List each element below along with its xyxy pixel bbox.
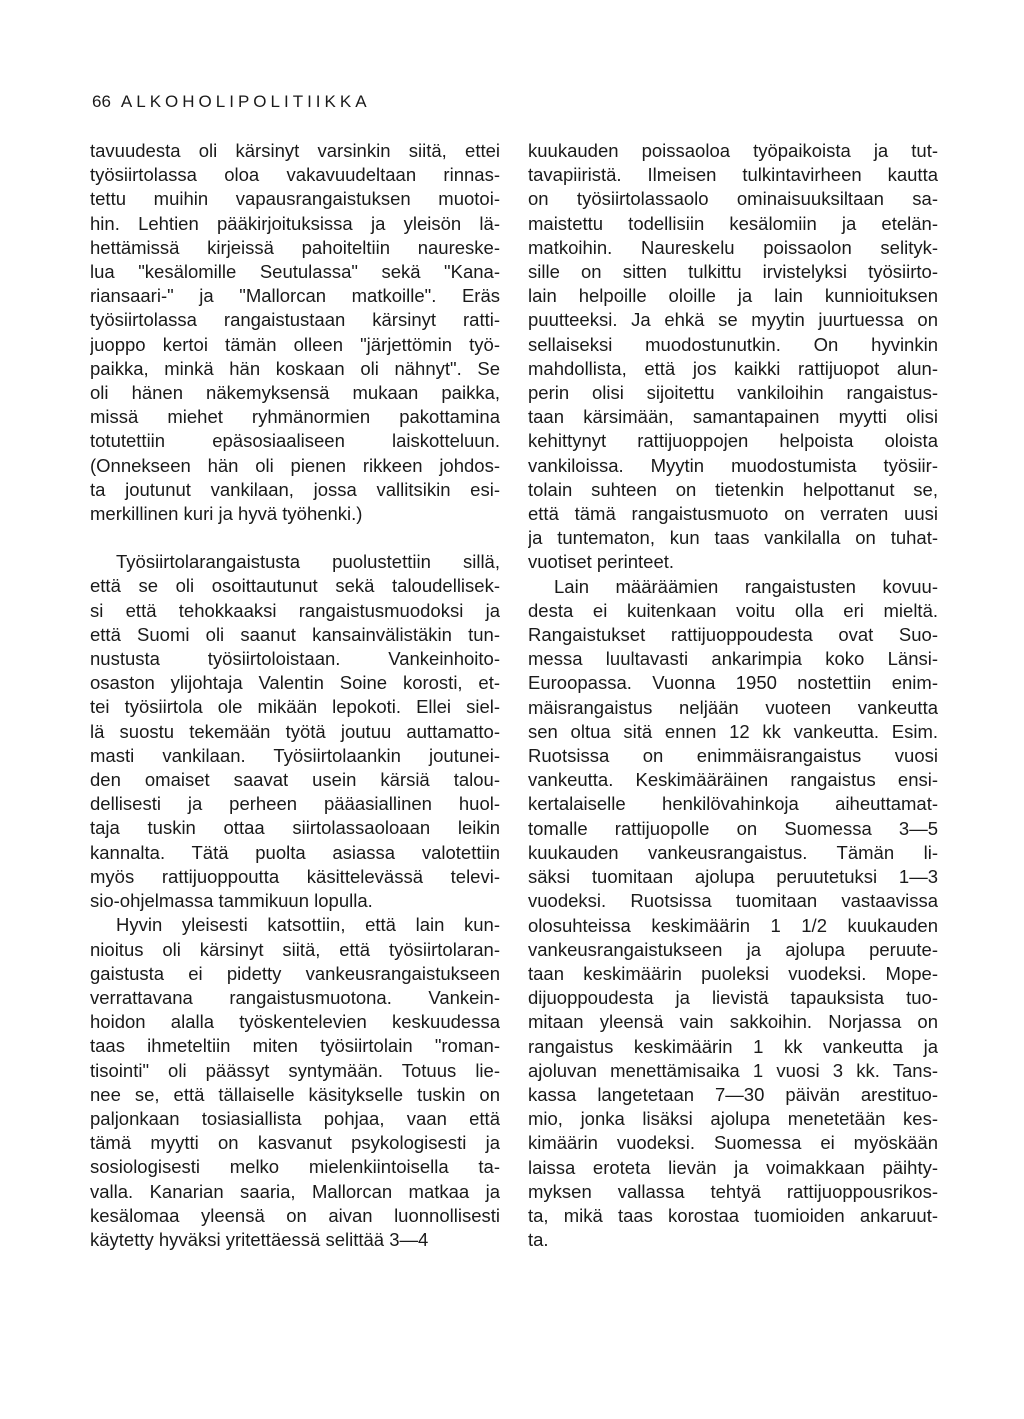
text-line: vuodeksi. Ruotsissa tuomitaan vastaavissa (528, 890, 938, 912)
paragraph (528, 139, 938, 575)
text-line: messa luultavasti ankarimpia koko Länsi- (528, 648, 938, 670)
text-line: kannalta. Tätä puolta asiassa valotettiin (90, 841, 500, 863)
text-line: kertalaiselle henkilövahinkoja aiheuttamat- (528, 793, 938, 815)
paragraph (528, 575, 938, 1253)
text-line: nioitus oli kärsinyt siitä, että työsiirtolaran- (90, 938, 500, 960)
text-line: tolain suhteen on tietenkin helpottanut se, (528, 478, 938, 500)
text-line: sen oltua sitä ennen 12 kk vankeutta. Esim. (528, 720, 938, 742)
text-line: säksi tuomitaan ajolupa peruutetuksi 1—3 (528, 866, 938, 888)
text-line: taja tuskin ottaa siirtolassaoloaan leikin (90, 817, 500, 839)
paragraph (90, 550, 500, 913)
text-line: vuotiset perinteet. (528, 551, 675, 573)
text-line: että se oli osoittautunut sekä taloudellisek- (90, 575, 500, 597)
text-line: dijuoppoudesta ja lievistä tapauksista tuo- (528, 987, 938, 1009)
text-line: lä suostu tekemään työtä joutuu auttamatto- (90, 720, 500, 742)
text-line: ajoluvan menettämisaika 1 vuosi 3 kk. Tans- (528, 1059, 938, 1081)
running-header (92, 92, 371, 112)
text-line: mahdollista, että jos kaikki rattijuopot alun- (528, 357, 938, 379)
text-line: sosiologisesti melko mielenkiintoisella ta- (90, 1156, 500, 1178)
text-line: tavapiiristä. Ilmeisen tulkintavirheen kautta (528, 164, 938, 186)
text-line: paikka, minkä hän koskaan oli nähnyt". Se (90, 357, 500, 379)
text-line: lua "kesälomille Seutulassa" sekä "Kana- (90, 261, 500, 283)
text-line: tomalle rattijuopolle on Suomessa 3—5 (528, 817, 938, 839)
text-line: riansaari-" ja "Mallorcan matkoille". Eräs (90, 285, 500, 307)
right-text-column (528, 139, 938, 1252)
paragraph (90, 913, 500, 1252)
text-line: kehittynyt rattijuoppojen helpoista oloista (528, 430, 938, 452)
text-line: ta. (528, 1229, 549, 1251)
text-line: den omaiset saavat usein kärsiä talou- (90, 769, 500, 791)
text-line: sio-ohjelmassa tammikuun lopulla. (90, 890, 373, 912)
text-line: kimäärin vuodeksi. Suomessa ei myöskään (528, 1132, 938, 1154)
text-line: totutettiin epäsosiaaliseen laiskotteluun. (90, 430, 500, 452)
text-line: Ruotsissa on enimmäisrangaistus vuosi (528, 745, 938, 767)
text-line: matkoihin. Naureskelu poissaolon selityk- (528, 236, 938, 258)
text-line: dellisesti ja perheen pääasiallinen huol- (90, 793, 500, 815)
text-line: masti vankilaan. Työsiirtolaankin joutunei- (90, 744, 500, 766)
text-line: osaston ylijohtaja Valentin Soine korosti, et- (90, 672, 500, 694)
text-line: Euroopassa. Vuonna 1950 nostettiin enim- (528, 672, 938, 694)
text-line: käytetty hyväksi yritettäessä selittää 3—4 (90, 1228, 429, 1250)
text-line: merkillinen kuri ja hyvä työhenki.) (90, 503, 363, 525)
text-line: tavuudesta oli kärsinyt varsinkin siitä, ettei (90, 140, 500, 161)
section-title: ALKOHOLIPOLITIIKKA (120, 92, 371, 111)
text-line: vankeutta. Keskimääräinen rangaistus ensi- (528, 769, 938, 791)
text-line: hin. Lehtien pääkirjoituksissa ja yleisön lä- (90, 212, 500, 234)
text-line: kuukauden poissaoloa työpaikoista ja tut- (528, 140, 938, 161)
text-line: olosuhteissa keskimäärin 1 1/2 kuukauden (528, 914, 938, 936)
text-line: paljonkaan tosiasiallista pohjaa, vaan että (90, 1107, 500, 1129)
text-line: ta, mikä taas korostaa tuomioiden ankaruut- (528, 1204, 938, 1226)
text-line: Hyvin yleisesti katsottiin, että lain kun- (116, 914, 500, 936)
text-line: Lain määräämien rangaistusten kovuu- (554, 575, 938, 597)
text-line: taan kärsimään, samantapainen myytti olisi (528, 406, 938, 428)
text-line: sellaiseksi muodostunutkin. On hyvinkin (528, 333, 938, 355)
text-line: että tämä rangaistusmuoto on verraten uusi (528, 503, 938, 525)
text-line: nee se, että tällaiselle käsitykselle tuskin on (90, 1083, 500, 1105)
text-line: valla. Kanarian saaria, Mallorcan matkaa ja (90, 1180, 500, 1202)
text-line: ta joutunut vankilaan, jossa vallitsikin esi- (90, 478, 500, 500)
text-line: puutteeksi. Ja ehkä se myytin juurtuessa on (528, 309, 938, 331)
text-line: kesälomaa yleensä on aivan luonnollisesti (90, 1204, 500, 1226)
text-line: nustusta työsiirtoloistaan. Vankeinhoito- (90, 648, 500, 670)
text-line: myös rattijuoppoutta käsittelevässä televi- (90, 865, 500, 887)
text-line: maistettu todellisiin kesälomiin ja etelän- (528, 212, 938, 234)
text-line: hoidon alalla työskentelevien keskuudessa (90, 1011, 500, 1033)
text-line: on työsiirtolassaolo ominaisuuksiltaan sa- (528, 188, 938, 210)
text-line: myksen vallassa tehtyä rattijuoppousrikos- (528, 1180, 938, 1202)
text-line: laissa eroteta lievän ja voimakkaan päihty- (528, 1156, 938, 1178)
text-line: oli hänen näkemyksensä mukaan paikka, (90, 382, 500, 404)
text-line: taan keskimäärin puoleksi vuodeksi. Mope- (528, 962, 938, 984)
text-line: kuukauden vankeusrangaistus. Tämän li- (528, 841, 938, 863)
text-line: si että tehokkaaksi rangaistusmuodoksi ja (90, 599, 500, 621)
text-line: perin olisi sijoitettu vankiloihin rangaistus- (528, 382, 938, 404)
text-line: verrattavana rangaistusmuotona. Vankein- (90, 986, 500, 1008)
text-line: tämä myytti on kasvanut psykologisesti ja (90, 1132, 500, 1154)
text-line: taas ihmeteltiin miten työsiirtolain "roman- (90, 1035, 500, 1057)
paragraph-gap (90, 526, 500, 550)
text-line: mäisrangaistus neljään vuoteen vankeutta (528, 696, 938, 718)
text-line: mitaan yleensä vain sakkoihin. Norjassa on (528, 1011, 938, 1033)
text-line: hettämissä kirjeissä pahoiteltiin naureske- (90, 236, 500, 258)
text-line: tisointi" oli päässyt syntymään. Totuus lie- (90, 1059, 500, 1081)
left-text-column (90, 139, 500, 1252)
text-line: mio, jonka lisäksi ajolupa menetetään kes- (528, 1108, 938, 1130)
paragraph (90, 139, 500, 526)
text-line: työsiirtolassa oloa vakavuudeltaan rinnas- (90, 164, 500, 186)
text-line: Työsiirtolarangaistusta puolustettiin sillä, (116, 551, 500, 573)
text-line: juoppo kertoi tämän olleen "järjettömin työ- (90, 333, 500, 355)
text-line: kassa langetetaan 7—30 päivän arestituo- (528, 1083, 938, 1105)
text-line: missä miehet ryhmänormien pakottamina (90, 406, 500, 428)
text-line: (Onnekseen hän oli pienen rikkeen johdos- (90, 454, 500, 476)
text-line: sille on sitten tulkittu irvistelyksi työsiirto- (528, 261, 938, 283)
text-line: vankiloissa. Myytin muodostumista työsiir- (528, 454, 938, 476)
text-line: rangaistus keskimäärin 1 kk vankeutta ja (528, 1035, 938, 1057)
text-line: desta ei kuitenkaan voitu olla eri mieltä. (528, 599, 938, 621)
text-line: tei työsiirtola ole mikään lepokoti. Ellei siel- (90, 696, 500, 718)
text-line: vankeusrangaistukseen ja ajolupa peruute- (528, 938, 938, 960)
text-line: että Suomi oli saanut kansainvälistäkin tun- (90, 623, 500, 645)
text-line: Rangaistukset rattijuoppoudesta ovat Suo- (528, 624, 938, 646)
text-line: ja tuntematon, kun taas vankilalla on tuhat- (528, 527, 938, 549)
text-line: työsiirtolassa rangaistustaan kärsinyt ratti- (90, 309, 500, 331)
text-line: gaistusta ei pidetty vankeusrangaistukseen (90, 962, 500, 984)
text-line: tettu muihin vapausrangaistuksen muotoi- (90, 188, 500, 210)
text-line: lain helpoille oloille ja lain kunnioituksen (528, 285, 938, 307)
page-number: 66 (92, 92, 111, 111)
